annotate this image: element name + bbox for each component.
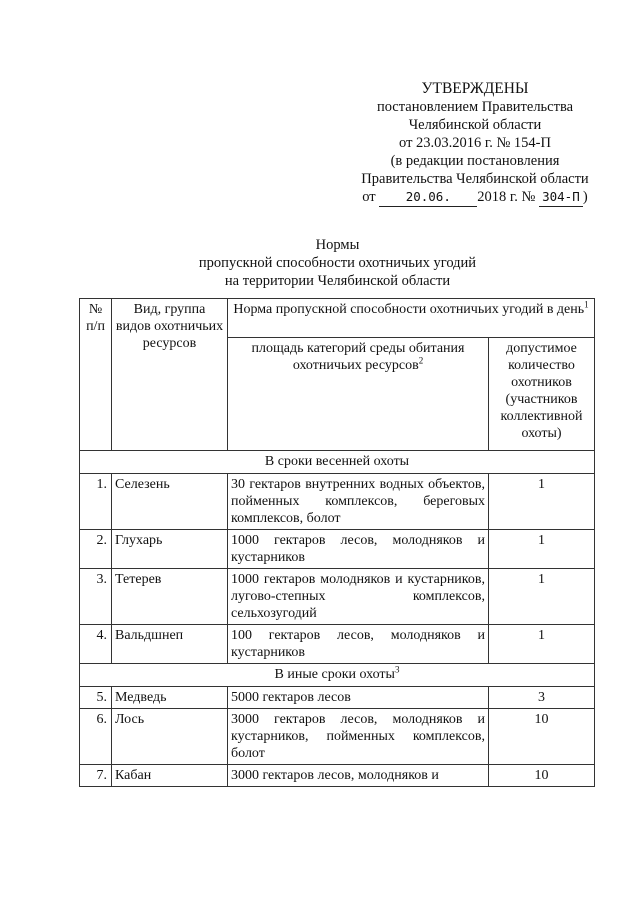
amendment-date: 20.06. <box>379 188 477 207</box>
approval-line-4: (в редакции постановления <box>390 153 560 169</box>
header-norm: Норма пропускной способности охотничьих угодий в день$^1$ <box>228 299 595 338</box>
approval-line-1: постановлением Правительства <box>376 99 574 115</box>
section-spring: В сроки весенней охоты <box>80 451 595 474</box>
row-species: Вальдшнеп <box>112 625 228 664</box>
row-count: 1 <box>489 530 595 569</box>
table-row <box>80 709 595 765</box>
row-num: 1. <box>80 474 112 530</box>
row-area: 5000 гектаров лесов <box>228 687 489 709</box>
row-count: 1 <box>489 625 595 664</box>
row-species: Лось <box>112 709 228 765</box>
header-count: допустимое количество охотников (участников коллективной охоты) <box>489 338 595 451</box>
title-line-3: на территории Челябинской области <box>224 273 451 289</box>
approval-line-2: Челябинской области <box>408 117 542 133</box>
amendment-date-line <box>330 188 620 207</box>
row-num: 7. <box>80 765 112 787</box>
row-species: Кабан <box>112 765 228 787</box>
row-count: 1 <box>489 474 595 530</box>
approval-block <box>330 80 620 207</box>
row-count: 3 <box>489 687 595 709</box>
row-area: 1000 гектаров молодняков и кустарников, лугово-степных комплексов, сельхозугодий <box>228 569 489 625</box>
amendment-number: 304-П <box>539 188 583 207</box>
row-num: 6. <box>80 709 112 765</box>
row-area: 3000 гектаров лесов, молодняков и <box>228 765 489 787</box>
approval-line-5: Правительства Челябинской области <box>361 171 589 187</box>
row-num: 2. <box>80 530 112 569</box>
row-count: 10 <box>489 765 595 787</box>
row-num: 5. <box>80 687 112 709</box>
row-count: 1 <box>489 569 595 625</box>
row-area: 1000 гектаров лесов, молодняков и кустарников <box>228 530 489 569</box>
row-species: Тетерев <box>112 569 228 625</box>
norms-table <box>79 298 595 787</box>
table-row <box>80 625 595 664</box>
title-line-2: пропускной способности охотничьих угодий <box>198 255 477 271</box>
section-row-spring <box>80 451 595 474</box>
amendment-close: ) <box>582 189 588 205</box>
amendment-ot: от <box>362 189 376 205</box>
row-species: Медведь <box>112 687 228 709</box>
approval-line-3: от 23.03.2016 г. № 154-П <box>399 135 551 151</box>
table-row <box>80 569 595 625</box>
header-species: Вид, группа видов охотничьих ресурсов <box>112 299 228 451</box>
row-species: Глухарь <box>112 530 228 569</box>
header-row-1 <box>80 299 595 338</box>
header-area: площадь категорий среды обитания охотничьих ресурсов$^2$ <box>228 338 489 451</box>
section-other: В иные сроки охоты$^3$ <box>80 664 595 687</box>
row-area: 3000 гектаров лесов, молодняков и кустарников, пойменных комплексов, болот <box>228 709 489 765</box>
row-species: Селезень <box>112 474 228 530</box>
table-row <box>80 765 595 787</box>
document-title <box>80 236 595 290</box>
amendment-year: 2018 г. № <box>477 189 536 205</box>
section-row-other <box>80 664 595 687</box>
table-row <box>80 474 595 530</box>
row-num: 3. <box>80 569 112 625</box>
table-row <box>80 530 595 569</box>
row-area: 100 гектаров лесов, молодняков и кустарников <box>228 625 489 664</box>
approval-heading: УТВЕРЖДЕНЫ <box>421 80 529 97</box>
row-num: 4. <box>80 625 112 664</box>
row-count: 10 <box>489 709 595 765</box>
title-line-1: Нормы <box>315 237 360 253</box>
header-num: № п/п <box>80 299 112 451</box>
table-row <box>80 687 595 709</box>
row-area: 30 гектаров внутренних водных объектов, пойменных комплексов, береговых комплексов, болот <box>228 474 489 530</box>
